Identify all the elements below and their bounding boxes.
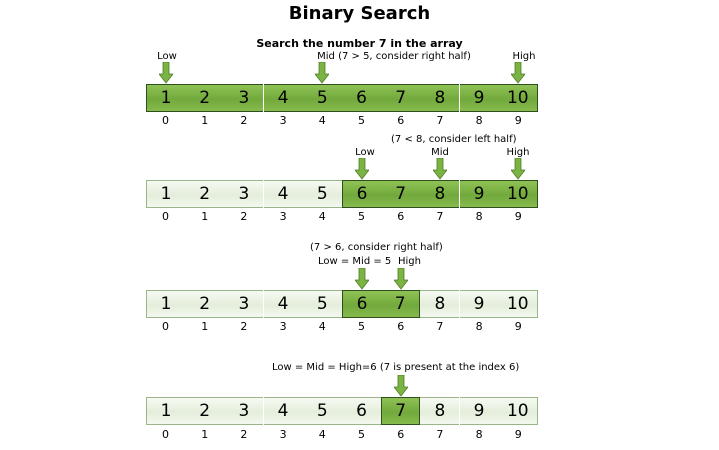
array-cell: 3 [224,397,263,425]
down-arrow-icon [511,62,525,84]
down-arrow-icon [394,268,408,290]
index-label: 6 [397,428,405,441]
index-label: 1 [201,114,209,127]
array-cell: 2 [185,290,224,318]
index-label: 9 [514,428,522,441]
index-label: 1 [201,428,209,441]
index-label: 8 [475,114,483,127]
index-label: 5 [358,428,365,441]
array-cell: 8 [420,290,459,318]
array-cell: 2 [185,180,224,208]
array-cell: 5 [303,180,342,208]
index-label: 9 [514,114,522,127]
array-cell: 1 [146,84,185,112]
index-label: 0 [162,210,169,223]
index-label: 9 [514,210,522,223]
step-1-label-mid: Mid (7 > 5, consider right half) [317,51,471,62]
index-label: 6 [397,320,405,333]
step-2-label-high: High [506,147,530,158]
array-cell: 10 [499,180,538,208]
array-cell: 6 [342,290,381,318]
index-label: 7 [436,210,444,223]
index-label: 8 [475,428,483,441]
down-arrow-icon [159,62,173,84]
array-cell: 1 [146,397,185,425]
array-cell: 3 [224,290,263,318]
array-cell: 5 [303,84,342,112]
step-3-note: (7 > 6, consider right half) [310,242,443,253]
index-label: 1 [201,320,209,333]
index-label: 8 [475,210,483,223]
index-label: 0 [162,114,169,127]
index-label: 5 [358,210,365,223]
array-cell: 9 [460,290,499,318]
step-2-label-low: Low [355,147,375,158]
array-cell: 6 [342,397,381,425]
array-cell: 7 [381,84,420,112]
step-2-array [146,180,538,208]
array-cell: 7 [381,397,420,425]
array-cell: 10 [499,84,538,112]
down-arrow-icon [355,268,369,290]
array-cell: 3 [224,84,263,112]
down-arrow-icon [315,62,329,84]
array-cell: 5 [303,290,342,318]
array-cell: 8 [420,180,459,208]
step-1-label-low: Low [157,51,177,62]
index-label: 7 [436,114,444,127]
index-label: 1 [201,210,209,223]
step-4-array [146,397,538,425]
step-2-indices [146,210,538,224]
index-label: 3 [279,114,287,127]
index-label: 0 [162,320,169,333]
array-cell: 6 [342,84,381,112]
index-label: 4 [318,114,326,127]
diagram-subtitle: Search the number 7 in the array [256,37,463,50]
array-cell: 2 [185,84,224,112]
index-label: 2 [240,428,248,441]
index-label: 4 [318,320,326,333]
step-1-label-high: High [512,51,536,62]
down-arrow-icon [355,158,369,180]
array-cell: 9 [460,397,499,425]
index-label: 6 [397,210,405,223]
array-cell: 5 [303,397,342,425]
array-cell: 1 [146,180,185,208]
array-cell: 9 [460,84,499,112]
array-cell: 9 [460,180,499,208]
index-label: 3 [279,428,287,441]
step-3-indices [146,320,538,334]
index-label: 7 [436,428,444,441]
step-1-array [146,84,538,112]
down-arrow-icon [433,158,447,180]
array-cell: 4 [264,290,303,318]
index-label: 2 [240,320,248,333]
array-cell: 8 [420,84,459,112]
array-cell: 4 [264,397,303,425]
step-2-note: (7 < 8, consider left half) [391,134,517,145]
array-cell: 10 [499,397,538,425]
index-label: 7 [436,320,444,333]
array-cell: 4 [264,180,303,208]
index-label: 8 [475,320,483,333]
step-4-note: Low = Mid = High=6 (7 is present at the index 6) [272,362,520,373]
index-label: 4 [318,210,326,223]
index-label: 6 [397,114,405,127]
index-label: 5 [358,320,365,333]
index-label: 3 [279,320,287,333]
array-cell: 3 [224,180,263,208]
array-cell: 4 [264,84,303,112]
index-label: 2 [240,210,248,223]
step-3-label-high: High [398,256,421,267]
step-3-array [146,290,538,318]
array-cell: 8 [420,397,459,425]
index-label: 5 [358,114,365,127]
array-cell: 2 [185,397,224,425]
diagram-title: Binary Search [288,3,431,24]
down-arrow-icon [394,375,408,397]
down-arrow-icon [511,158,525,180]
index-label: 2 [240,114,248,127]
array-cell: 6 [342,180,381,208]
array-cell: 7 [381,180,420,208]
index-label: 9 [514,320,522,333]
index-label: 3 [279,210,287,223]
step-3-label-low-mid: Low = Mid = 5 [318,256,392,267]
index-label: 4 [318,428,326,441]
step-4-indices [146,428,538,442]
index-label: 0 [162,428,169,441]
array-cell: 10 [499,290,538,318]
step-2-label-mid: Mid [431,147,449,158]
step-1-indices [146,114,538,128]
array-cell: 7 [381,290,420,318]
array-cell: 1 [146,290,185,318]
